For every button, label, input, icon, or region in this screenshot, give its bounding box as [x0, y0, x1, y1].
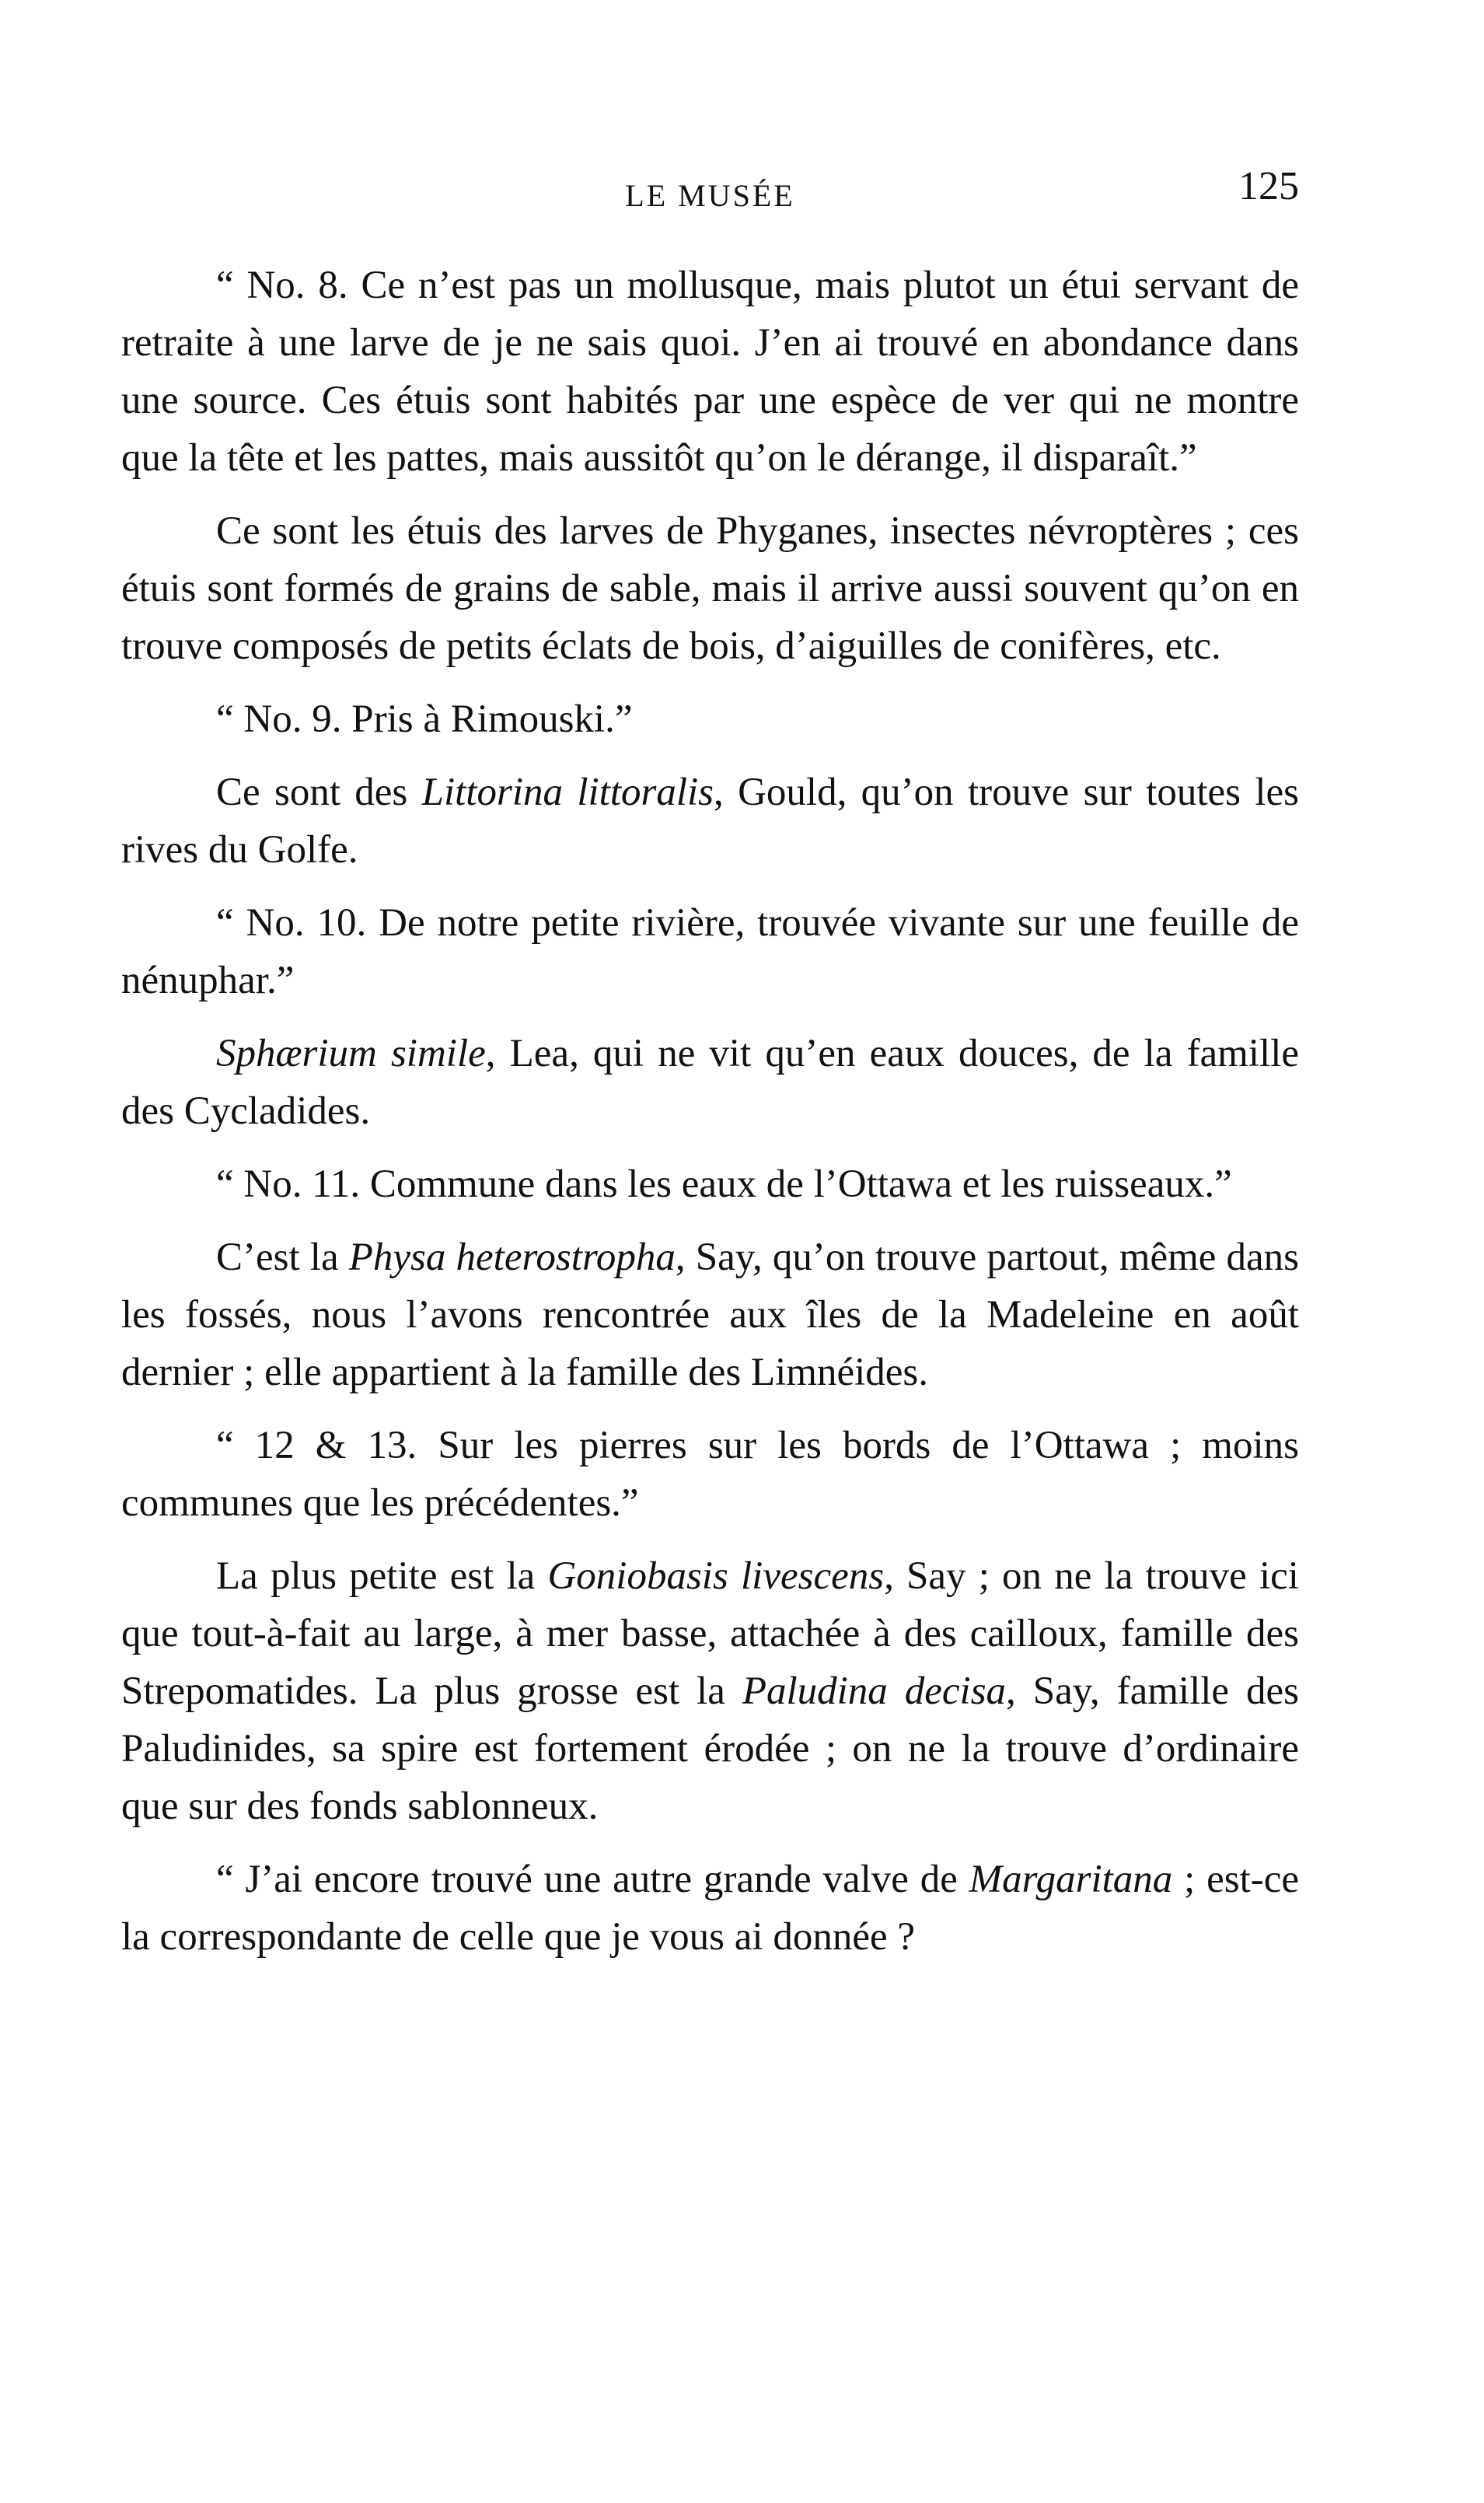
commentary-physa [121, 1229, 1299, 1401]
quote-no-12-13 [121, 1417, 1299, 1532]
commentary-phyganes [121, 502, 1299, 675]
text-run: “ J’ai encore trouvé une autre grande valve de [216, 1858, 969, 1901]
species-name: Littorina littoralis [421, 771, 714, 814]
species-name: Physa heterostropha [348, 1236, 676, 1279]
commentary-sphaerium [121, 1025, 1299, 1140]
text-run: , Gould, qu’on trouve sur toutes les rives du Golfe. [121, 771, 1300, 872]
species-name: Goniobasis livescens [547, 1554, 885, 1598]
quote-no-10 [121, 894, 1299, 1009]
text-run: “ No. 8. Ce n’est pas un mollusque, mais plutot un étui servant de retraite à une larve de je ne sais quoi. J’en ai trouvé en abondance dans une source. Ces étuis sont habités par une espèce de ver qui ne montre que la tête et les pattes, mais aussitôt qu’on le dérange, il disparaît.” [121, 264, 1299, 480]
text-run: “ 12 & 13. Sur les pierres sur les bords de l’Ottawa ; moins communes que les précédentes.” [121, 1424, 1299, 1525]
text-run: “ No. 9. Pris à Rimouski.” [216, 697, 633, 741]
species-name: Margaritana [969, 1858, 1173, 1901]
text-run: Ce sont des [216, 771, 422, 814]
text-run: , Say, qu’on trouve partout, même dans les fossés, nous l’avons rencontrée aux îles de la Madeleine en août dernier ; elle appartient à la famille des Limnéides. [121, 1236, 1300, 1394]
text-run: La plus petite est la [216, 1554, 548, 1598]
page-number: 125 [1238, 164, 1299, 208]
text-run: Ce sont les étuis des larves de Phyganes, insectes névroptères ; ces étuis sont formés de grains de sable, mais il arrive aussi souvent qu’on en trouve composés de petits éclats de bois, d’aiguilles de conifères, etc. [121, 509, 1299, 668]
quote-no-9 [121, 690, 1299, 748]
text-run: C’est la [216, 1236, 349, 1279]
text-run: ; est-ce la correspondante de celle que je vous ai donnée ? [121, 1858, 1299, 1959]
quote-no-11 [121, 1155, 1299, 1213]
species-name: Paludina decisa [742, 1669, 1007, 1713]
running-head: LE MUSÉE [625, 178, 795, 213]
species-name: Sphærium simile [216, 1032, 486, 1075]
text-run: “ No. 11. Commune dans les eaux de l’Ottawa et les ruisseaux.” [216, 1162, 1232, 1206]
text-run: , Say ; on ne la trouve ici que tout-à-fait au large, à mer basse, attachée à des cailloux, famille des Strepomatides. La plus grosse est la [121, 1554, 1299, 1713]
text-run: , Lea, qui ne vit qu’en eaux douces, de la famille des Cycladides. [121, 1032, 1299, 1133]
text-run: , Say, famille des Paludinides, sa spire est fortement érodée ; on ne la trouve d’ordinaire que sur des fonds sablonneux. [121, 1669, 1300, 1828]
quote-margaritana [121, 1851, 1299, 1966]
commentary-littorina [121, 764, 1299, 879]
quote-no-8 [121, 257, 1299, 487]
page-body [121, 257, 1299, 1981]
commentary-goniobasis [121, 1547, 1299, 1835]
page-header [121, 163, 1299, 218]
text-run: “ No. 10. De notre petite rivière, trouvée vivante sur une feuille de nénuphar.” [121, 901, 1299, 1002]
